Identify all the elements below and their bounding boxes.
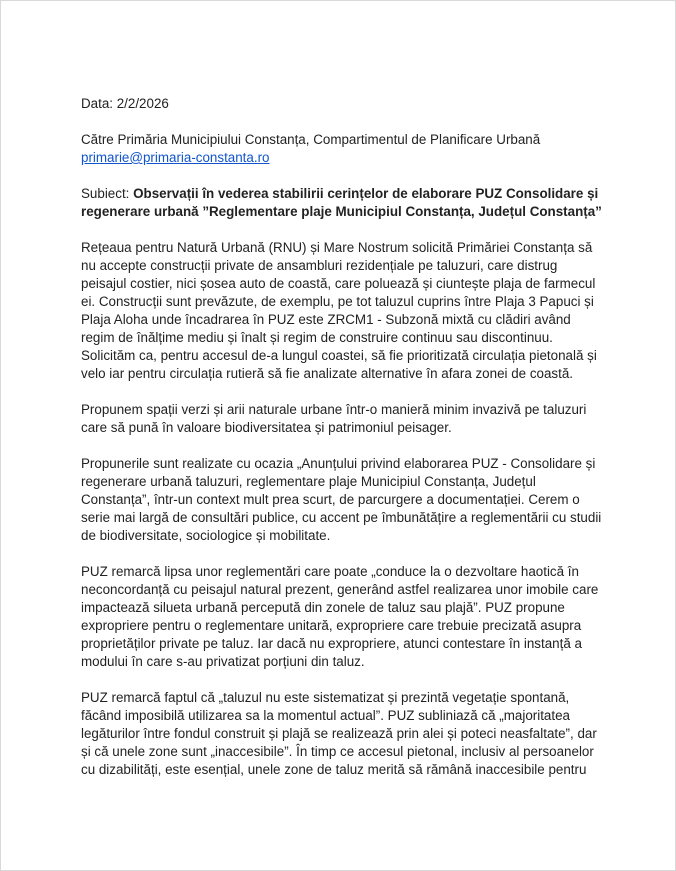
paragraph-line: neconcordanță cu peisajul natural prezent, generând astfel realizarea unor imobile care xyxy=(81,582,599,597)
recipient-text: Către Primăria Municipiului Constanța, Compartimentul de Planificare Urbană xyxy=(81,132,541,147)
paragraph-line: nu accepte construcții private de ansambluri rezidențiale pe taluzuri, care distrug xyxy=(81,258,558,273)
paragraph-green-spaces xyxy=(81,401,601,437)
paragraph-expropriation xyxy=(81,563,601,671)
paragraph-line: de biodiversitate, sociologice și mobilitate. xyxy=(81,528,331,543)
paragraph-consultation xyxy=(81,455,601,545)
paragraph-accessibility xyxy=(81,689,601,779)
letter-document xyxy=(81,95,601,797)
paragraph-line: regim de înălțime mediu și înalt și regim de construire continuu sau discontinuu. xyxy=(81,330,553,345)
paragraph-line: velo iar pentru circulația rutieră să fie analizate alternative în afara zonei de coastă. xyxy=(81,366,574,381)
paragraph-line: Solicităm ca, pentru accesul de-a lungul coastei, să fie prioritizată circulația pietonală și xyxy=(81,348,597,363)
subject-label: Subiect: xyxy=(81,186,134,201)
recipient-email-link[interactable]: primarie@primaria-constanta.ro xyxy=(81,150,270,165)
paragraph-line: Constanța”, într-un context mult prea scurt, de parcurgere a documentației. Cerem o xyxy=(81,492,580,507)
paragraph-line: care să pună în valoare biodiversitatea și patrimoniul peisager. xyxy=(81,420,452,435)
paragraph-line: proprietăților private pe taluz. Iar dacă nu expropriere, atunci contestare în instanță a xyxy=(81,636,582,651)
paragraph-line: făcând imposibilă utilizarea sa la momentul actual”. PUZ subliniază că „majoritatea xyxy=(81,708,570,723)
paragraph-line: expropriere pentru o reglementare unitară, expropriere care trebuie precizată asupra xyxy=(81,618,582,633)
paragraph-line: și că unele zone sunt „inaccesibile”. În timp ce accesul pietonal, inclusiv al persoanelor xyxy=(81,744,594,759)
paragraph-line: PUZ remarcă faptul că „taluzul nu este sistematizat și prezintă vegetație spontană, xyxy=(81,690,570,705)
paragraph-line: cu dizabilități, este esențial, unele zone de taluz merită să rămână inaccesibile pentru xyxy=(81,762,587,777)
paragraph-line: Plaja Aloha unde încadrarea în PUZ este ZRCM1 - Subzonă mixtă cu clădiri având xyxy=(81,312,571,327)
paragraph-line: legăturilor între fondul construit și plajă se realizează prin alei și poteci neasfaltate”, dar xyxy=(81,726,597,741)
paragraph-line: PUZ remarcă lipsa unor reglementări care poate „conduce la o dezvoltare haotică în xyxy=(81,564,579,579)
subject-title-line-2: regenerare urbană ”Reglementare plaje Municipiul Constanța, Județul Constanța” xyxy=(81,204,602,219)
paragraph-line: peisajul costier, nici șosea auto de coastă, care poluează și ciuntește plaja de farmecul xyxy=(81,276,596,291)
subject-block xyxy=(81,185,601,221)
subject-title-line-1: Observații în vederea stabilirii cerințelor de elaborare PUZ Consolidare și xyxy=(133,186,599,201)
paragraph-line: ei. Construcții sunt prevăzute, de exemplu, pe tot taluzul cuprins între Plaja 3 Papuci și xyxy=(81,294,594,309)
paragraph-line: impactează silueta urbană percepută din zonele de taluz sau plajă”. PUZ propune xyxy=(81,600,565,615)
recipient-block xyxy=(81,131,601,167)
paragraph-line: Propunerile sunt realizate cu ocazia „Anunțului privind elaborarea PUZ - Consolidare și xyxy=(81,456,596,471)
paragraph-line: serie mai largă de consultări publice, cu accent pe îmbunătățire a reglementării cu studii xyxy=(81,510,602,525)
paragraph-rnu-request xyxy=(81,239,601,383)
paragraph-line: regenerare urbană taluzuri, reglementare plaje Municipiul Constanța, Județul xyxy=(81,474,536,489)
paragraph-line: Rețeaua pentru Natură Urbană (RNU) și Mare Nostrum solicită Primăriei Constanța să xyxy=(81,240,593,255)
paragraph-line: modului în care s-au privatizat porțiuni din taluz. xyxy=(81,654,365,669)
paragraph-line: Propunem spații verzi și arii naturale urbane într-o manieră minim invazivă pe taluzuri xyxy=(81,402,587,417)
date-line xyxy=(81,95,601,113)
date-text: Data: 2/2/2026 xyxy=(81,96,169,111)
